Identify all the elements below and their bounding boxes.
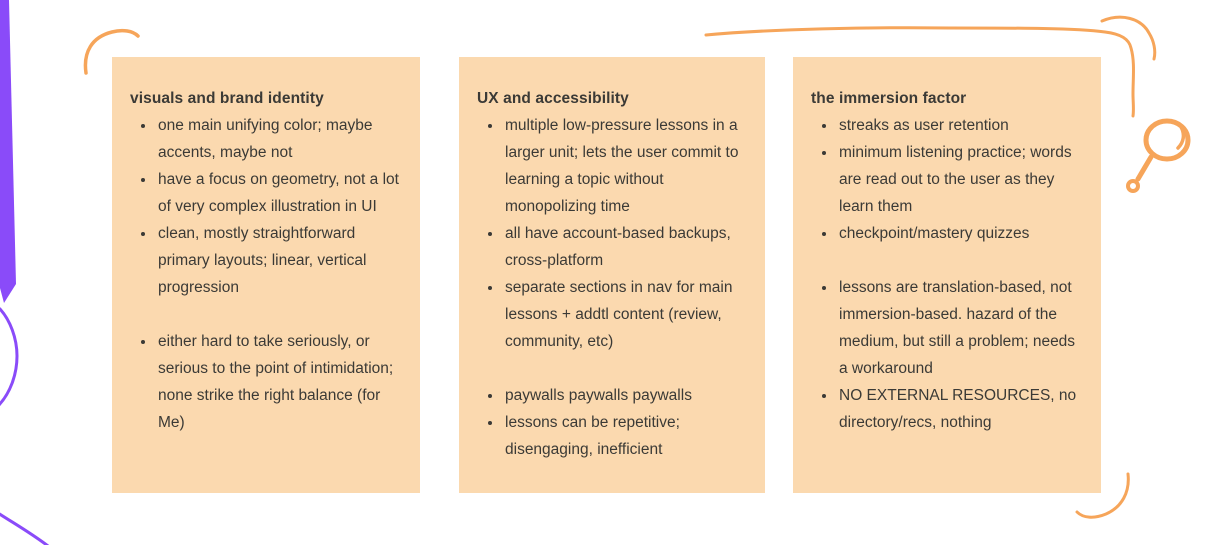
bullet-item: • NO EXTERNAL RESOURCES, no directory/recs, nothing [837, 382, 1081, 436]
bullet-item: • paywalls paywalls paywalls [503, 382, 745, 409]
bullet-group [811, 274, 1081, 436]
orange-corner-overshoot-doodle [1102, 17, 1155, 59]
note-title: visuals and brand identity [130, 90, 324, 107]
magnifier-highlight [1178, 127, 1183, 148]
bullet-item: • separate sections in nav for main lessons + addtl content (review, community, etc) [503, 274, 745, 355]
bullet-group [477, 382, 745, 463]
bullet-item: • either hard to take seriously, or serious to the point of intimidation; none strike the right balance (for Me) [156, 328, 400, 436]
note-title: the immersion factor [811, 90, 967, 107]
magnifier-end-ring [1128, 181, 1138, 191]
bullet-group [130, 112, 400, 301]
purple-bottom-curve-doodle [0, 513, 48, 545]
bullet-item: • lessons are translation-based, not immersion-based. hazard of the medium, but still a problem; needs a workaround [837, 274, 1081, 382]
note-body [811, 112, 1081, 436]
magnifier-icon [1128, 121, 1188, 191]
sticky-note-ux[interactable] [459, 57, 765, 493]
bullet-group [811, 112, 1081, 247]
purple-circle-arc-doodle [0, 309, 17, 405]
bullet-group [477, 112, 745, 355]
note-body [477, 112, 745, 463]
bullet-item: • all have account-based backups, cross-platform [503, 220, 745, 274]
bullet-item: • lessons can be repetitive; disengaging, inefficient [503, 409, 745, 463]
sticky-note-visuals[interactable] [112, 57, 420, 493]
bullet-item: • streaks as user retention [837, 112, 1081, 139]
bullet-item: • have a focus on geometry, not a lot of very complex illustration in UI [156, 166, 400, 220]
sticky-note-immersion[interactable] [793, 57, 1101, 493]
magnifier-handle [1138, 157, 1151, 179]
bullet-item: • one main unifying color; maybe accents, maybe not [156, 112, 400, 166]
bullet-item: • checkpoint/mastery quizzes [837, 220, 1081, 247]
bullet-item: • clean, mostly straightforward primary layouts; linear, vertical progression [156, 220, 400, 301]
note-body [130, 112, 400, 436]
bullet-item: • minimum listening practice; words are read out to the user as they learn them [837, 139, 1081, 220]
purple-edge-bar-shape [0, 0, 16, 303]
bullet-item: • multiple low-pressure lessons in a larger unit; lets the user commit to learning a topic without monopolizing time [503, 112, 745, 220]
note-title: UX and accessibility [477, 90, 629, 107]
bullet-group [130, 328, 400, 436]
